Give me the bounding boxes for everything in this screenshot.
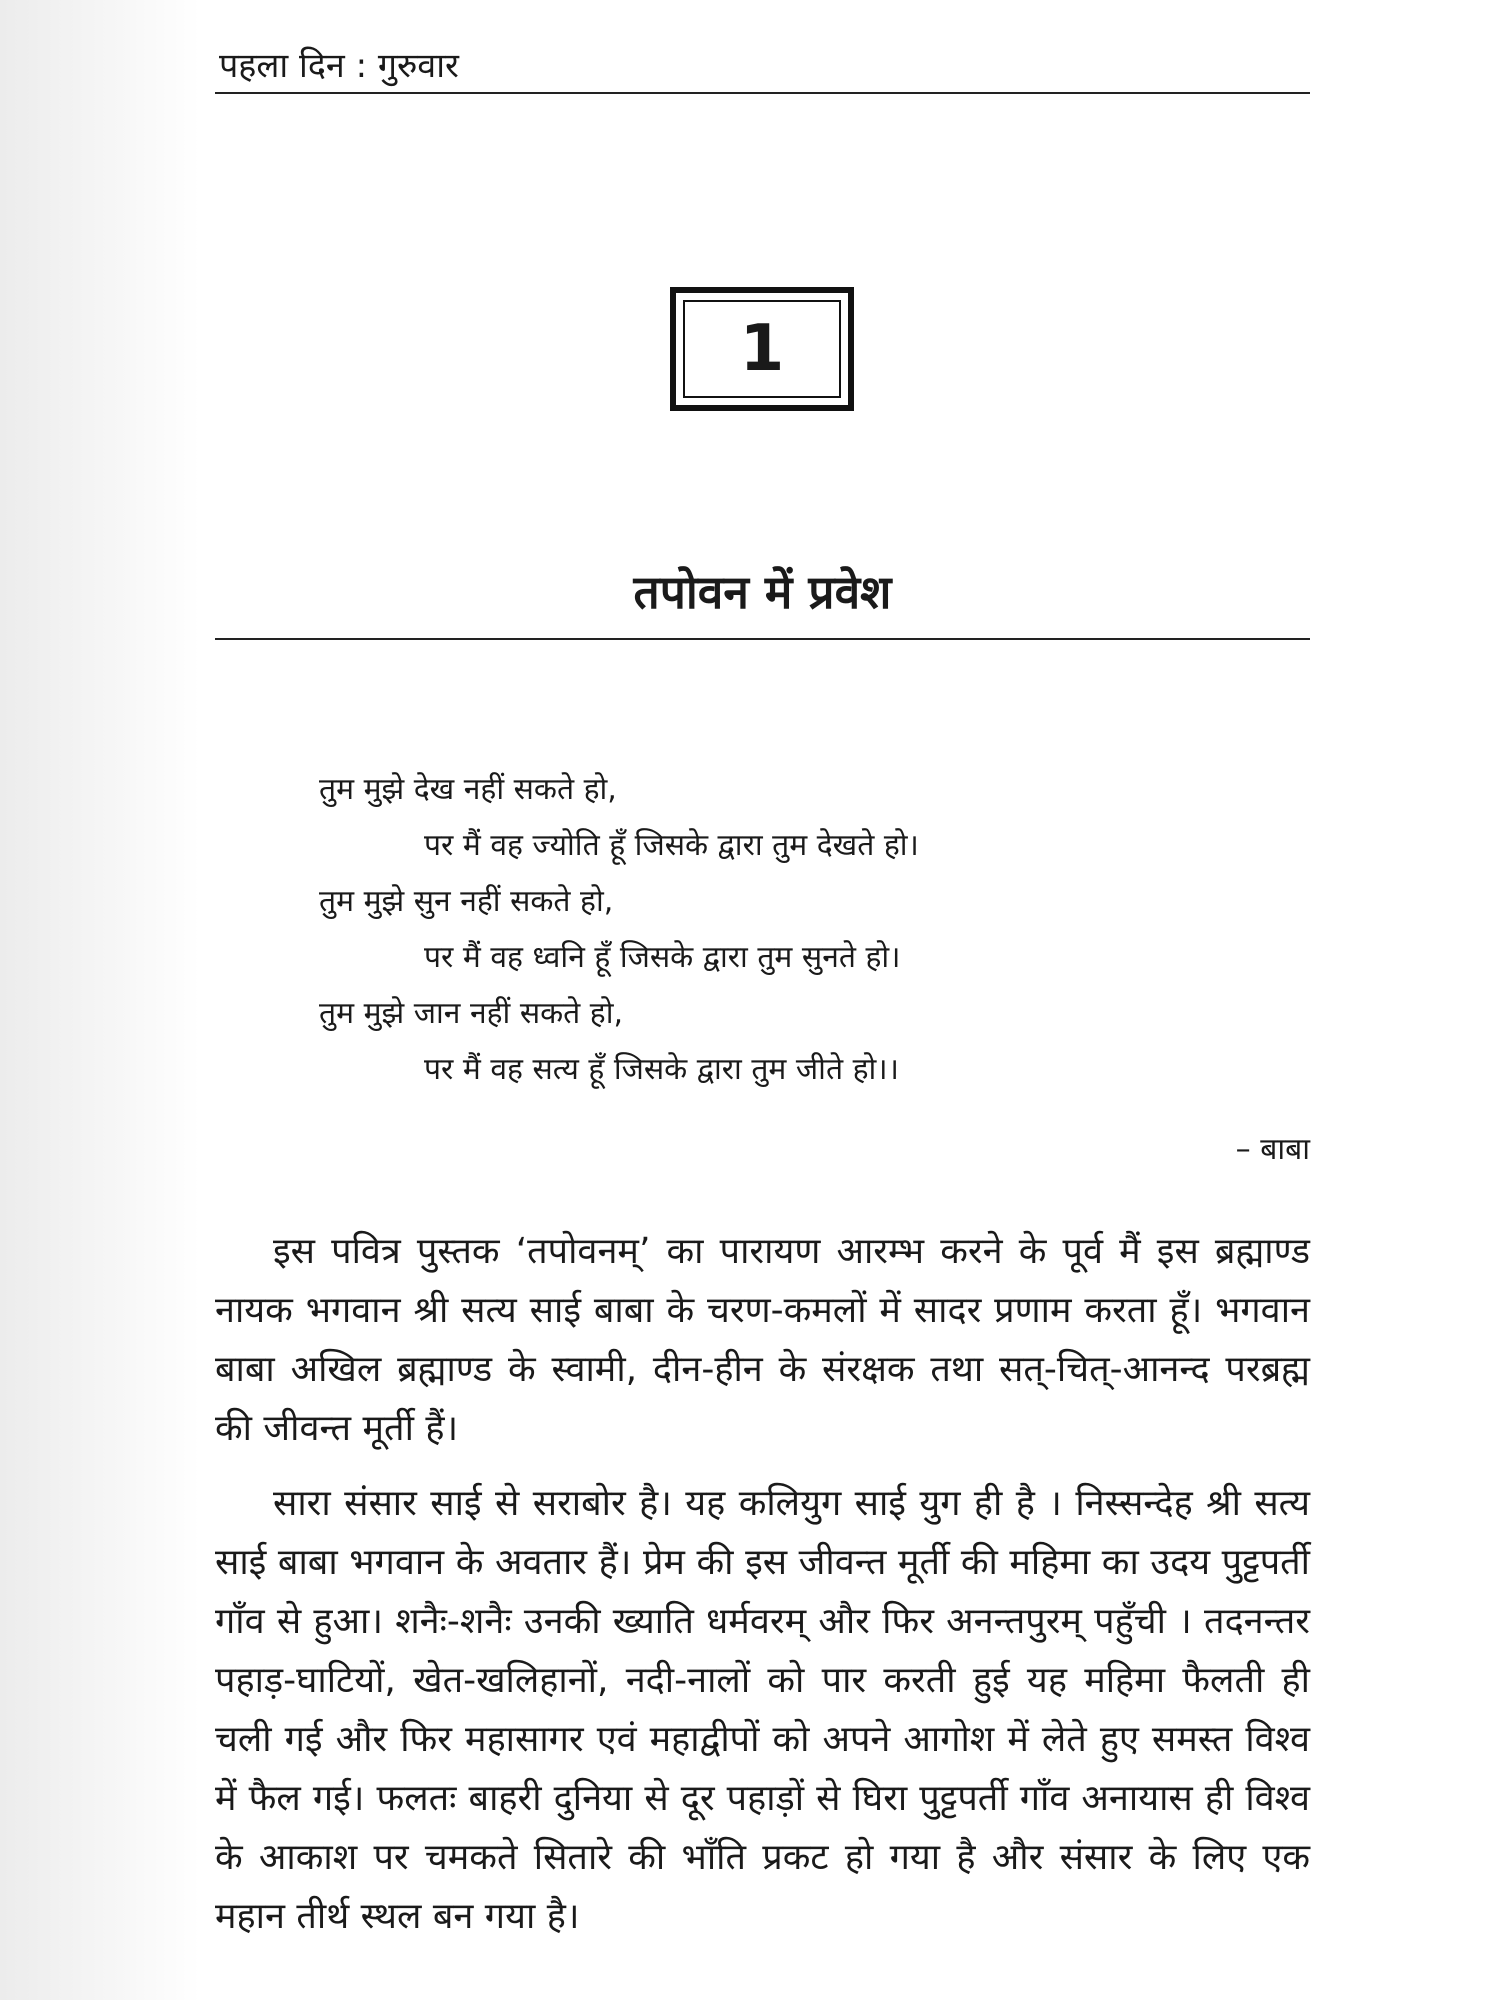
poem-line: तुम मुझे जान नहीं सकते हो,: [319, 996, 624, 1031]
title-rule: [215, 638, 1310, 640]
book-page: [215, 40, 1310, 1937]
poem-line: पर मैं वह सत्य हूँ जिसके द्वारा तुम जीते हो।।: [424, 1052, 900, 1087]
body-paragraph: सारा संसार साई से सराबोर है। यह कलियुग साई युग ही है । निस्सन्देह श्री सत्य साई बाबा भगवान के अवतार हैं। प्रेम की इस जीवन्त मूर्ती की महिमा का उदय पुट्टपर्ती गाँव से हुआ। शनैः-शनैः उनकी ख्याति धर्मवरम् और फिर अनन्तपुरम् पहुँची । तदनन्तर पहाड़-घाटियों, खेत-खलिहानों, नदी-नालों को पार करती हुई यह महिमा फैलती ही चली गई और फिर महासागर एवं महाद्वीपों को अपने आगोश में लेते हुए समस्त विश्व में फैल गई। फलतः बाहरी दुनिया से दूर पहाड़ों से घिरा पुट्टपर्ती गाँव अनायास ही विश्व के आकाश पर चमकते सितारे की भाँति प्रकट हो गया है और संसार के लिए एक महान तीर्थ स्थल बन गया है।: [215, 1483, 1310, 1937]
epigraph-poem: [319, 762, 1219, 1098]
poem-line: तुम मुझे सुन नहीं सकते हो,: [319, 884, 614, 919]
poem-line: पर मैं वह ध्वनि हूँ जिसके द्वारा तुम सुनते हो।: [424, 940, 901, 975]
poem-line: पर मैं वह ज्योति हूँ जिसके द्वारा तुम देखते हो।: [424, 828, 919, 863]
body-text: [215, 1222, 1310, 1962]
body-paragraph: इस पवित्र पुस्तक ‘तपोवनम्’ का पारायण आरम्भ करने के पूर्व मैं इस ब्रह्माण्ड नायक भगवान श्री सत्य साई बाबा के चरण-कमलों में सादर प्रणाम करता हूँ। भगवान बाबा अखिल ब्रह्माण्ड के स्वामी, दीन-हीन के संरक्षक तथा सत्-चित्-आनन्द परब्रह्म की जीवन्त मूर्ती हैं।: [215, 1231, 1310, 1449]
chapter-title: तपोवन में प्रवेश: [633, 565, 892, 619]
chapter-number-box: [670, 287, 854, 411]
chapter-number: 1: [683, 300, 841, 398]
scan-shadow: [0, 0, 200, 2000]
poem-attribution: – बाबा: [1235, 1132, 1310, 1167]
running-header: पहला दिन : गुरुवार: [215, 40, 1310, 94]
poem-line: तुम मुझे देख नहीं सकते हो,: [319, 772, 617, 807]
